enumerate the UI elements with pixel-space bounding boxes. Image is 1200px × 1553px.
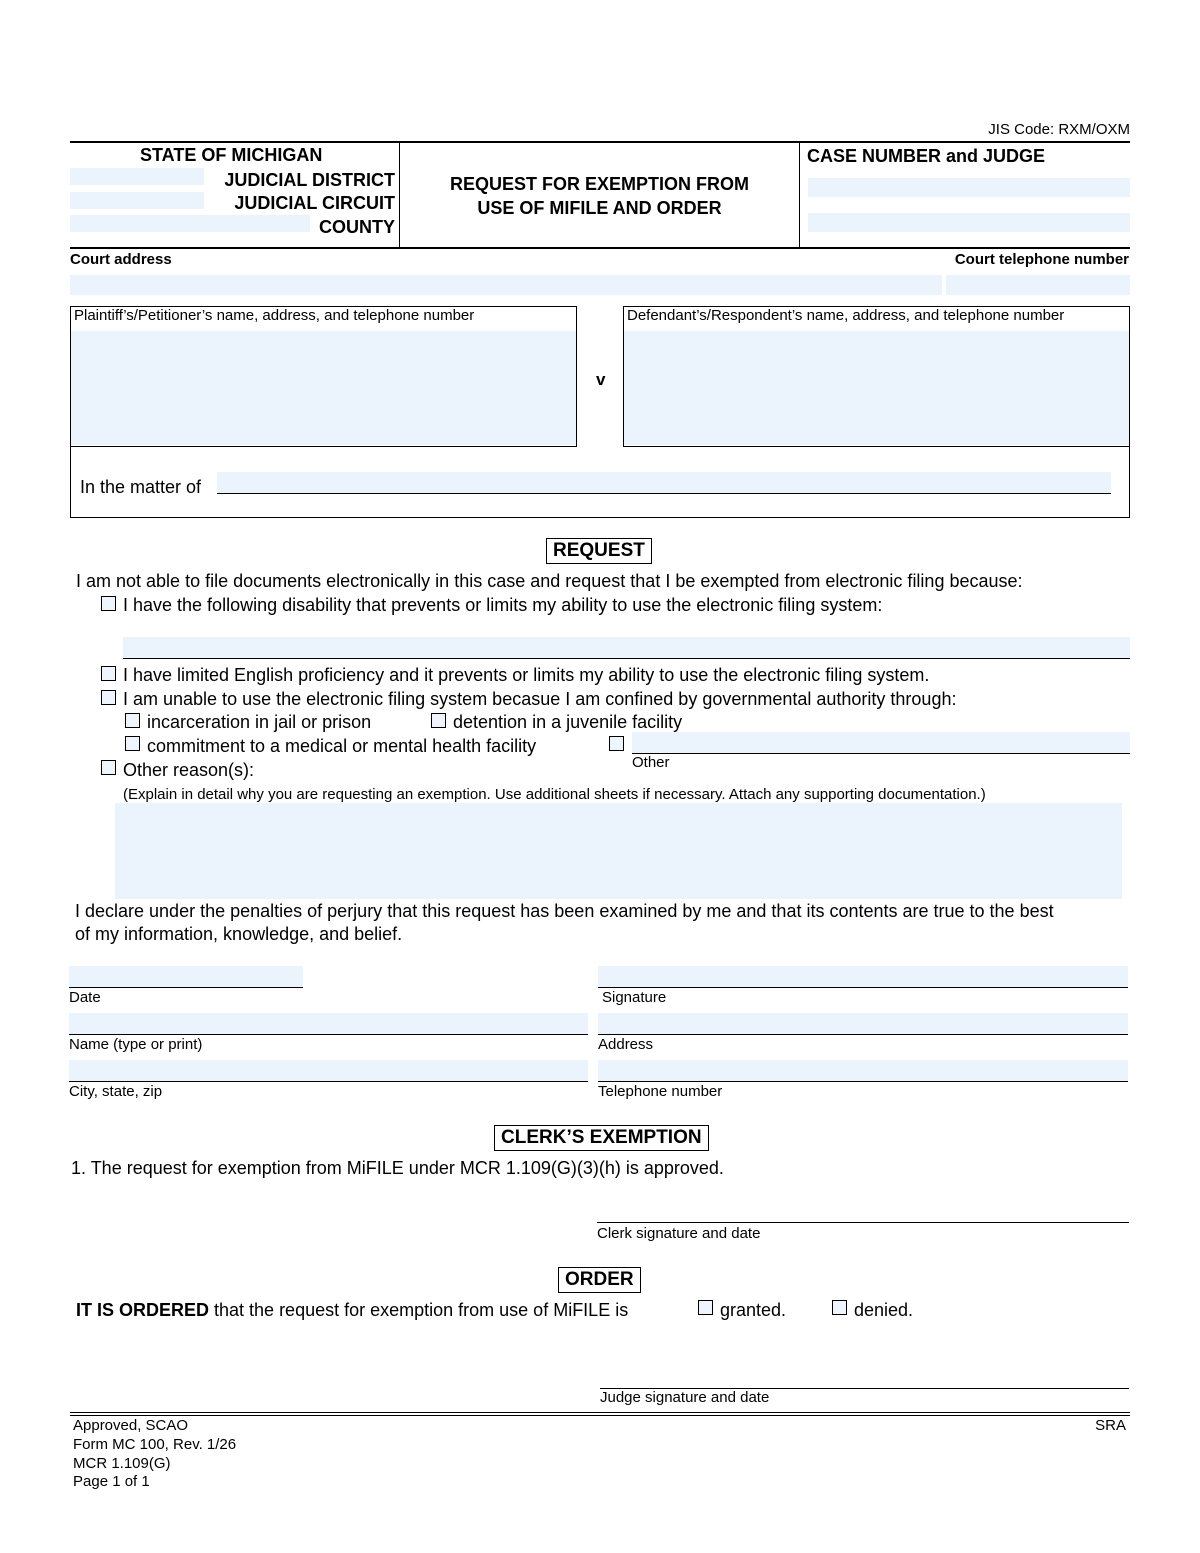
city-label: City, state, zip xyxy=(69,1083,163,1100)
signature-field[interactable] xyxy=(598,966,1128,988)
other-reasons-text: Other reason(s): xyxy=(123,760,255,780)
date-label: Date xyxy=(69,989,101,1006)
footer-page: Page 1 of 1 xyxy=(73,1473,150,1490)
declaration-line2: of my information, knowledge, and belief. xyxy=(75,924,403,944)
other-facility-checkbox[interactable] xyxy=(609,736,624,751)
other-facility-field[interactable] xyxy=(632,732,1130,754)
court-address-label: Court address xyxy=(70,251,172,268)
request-intro: I am not able to file documents electronically in this case and request that I be exempted from electronic filing because: xyxy=(76,571,1023,591)
other-facility-label: Other xyxy=(632,754,670,771)
commitment-checkbox[interactable] xyxy=(125,736,140,751)
header-top-rule xyxy=(70,141,1130,143)
request-heading: REQUEST xyxy=(546,538,652,564)
header-divider-right xyxy=(799,142,800,248)
footer-rule: MCR 1.109(G) xyxy=(73,1455,171,1472)
explain-instructions: (Explain in detail why you are requesting an exemption. Use additional sheets if necessary. Attach any supporting documentation.) xyxy=(123,786,986,803)
granted-label: granted. xyxy=(720,1300,787,1320)
telephone-label: Telephone number xyxy=(598,1083,723,1100)
defendant-label: Defendant’s/Respondent’s name, address, and telephone number xyxy=(627,307,1065,324)
other-reasons-checkbox[interactable] xyxy=(101,760,116,775)
telephone-field[interactable] xyxy=(598,1060,1128,1082)
circuit-field[interactable] xyxy=(70,192,204,209)
signature-label: Signature xyxy=(602,989,667,1006)
form-title-line2: USE OF MIFILE AND ORDER xyxy=(477,198,722,218)
district-field[interactable] xyxy=(70,168,204,185)
case-number-field[interactable] xyxy=(808,178,1130,197)
district-label: JUDICIAL DISTRICT xyxy=(224,170,395,190)
plaintiff-label: Plaintiff’s/Petitioner’s name, address, and telephone number xyxy=(74,307,475,324)
county-field[interactable] xyxy=(70,215,310,232)
order-text xyxy=(76,1300,628,1321)
footer-code: SRA xyxy=(1095,1417,1126,1434)
court-telephone-field[interactable] xyxy=(946,275,1130,295)
plaintiff-field[interactable] xyxy=(71,331,576,445)
order-heading: ORDER xyxy=(558,1267,641,1293)
juvenile-text: detention in a juvenile facility xyxy=(453,712,683,732)
order-bold: IT IS ORDERED xyxy=(76,1300,210,1320)
footer-form: Form MC 100, Rev. 1/26 xyxy=(73,1436,237,1453)
juvenile-checkbox[interactable] xyxy=(431,713,446,728)
address-label: Address xyxy=(598,1036,654,1053)
order-body: that the request for exemption from use of MiFILE is xyxy=(209,1300,629,1320)
versus-label: v xyxy=(596,370,606,389)
clerk-approved-text: 1. The request for exemption from MiFILE under MCR 1.109(G)(3)(h) is approved. xyxy=(71,1158,724,1178)
judge-field[interactable] xyxy=(808,213,1130,232)
english-checkbox[interactable] xyxy=(101,666,116,681)
header-divider-left xyxy=(399,142,400,248)
confined-checkbox[interactable] xyxy=(101,690,116,705)
disability-field[interactable] xyxy=(123,637,1130,659)
footer-rule-1 xyxy=(70,1412,1130,1413)
circuit-label: JUDICIAL CIRCUIT xyxy=(234,193,395,213)
county-label: COUNTY xyxy=(319,217,395,237)
incarceration-checkbox[interactable] xyxy=(125,713,140,728)
jis-code: JIS Code: RXM/OXM xyxy=(988,121,1130,138)
header-bottom-rule xyxy=(70,247,1130,249)
matter-label: In the matter of xyxy=(80,477,202,497)
explain-field[interactable] xyxy=(115,803,1122,899)
form-title-line1: REQUEST FOR EXEMPTION FROM xyxy=(449,174,749,194)
defendant-field[interactable] xyxy=(624,331,1129,445)
denied-checkbox[interactable] xyxy=(832,1300,847,1315)
city-field[interactable] xyxy=(69,1060,588,1082)
commitment-text: commitment to a medical or mental health facility xyxy=(147,736,537,756)
incarceration-text: incarceration in jail or prison xyxy=(147,712,372,732)
disability-checkbox[interactable] xyxy=(101,596,116,611)
judge-signature-label: Judge signature and date xyxy=(600,1389,770,1406)
footer-approved: Approved, SCAO xyxy=(73,1417,189,1434)
date-field[interactable] xyxy=(69,966,303,988)
matter-field[interactable] xyxy=(217,472,1111,494)
granted-checkbox[interactable] xyxy=(698,1300,713,1315)
clerk-heading: CLERK’S EXEMPTION xyxy=(494,1125,709,1151)
clerk-signature-label: Clerk signature and date xyxy=(597,1225,761,1242)
declaration-line1: I declare under the penalties of perjury that this request has been examined by me and that its contents are true to the best xyxy=(75,901,1054,921)
footer-rule-2 xyxy=(70,1415,1130,1416)
confined-text: I am unable to use the electronic filing system becasue I am confined by governmental authority through: xyxy=(123,689,957,709)
state-label: STATE OF MICHIGAN xyxy=(140,145,323,165)
clerk-signature-line[interactable] xyxy=(597,1222,1129,1223)
name-label: Name (type or print) xyxy=(69,1036,203,1053)
denied-label: denied. xyxy=(854,1300,914,1320)
address-field[interactable] xyxy=(598,1013,1128,1035)
court-address-field[interactable] xyxy=(70,275,942,295)
name-field[interactable] xyxy=(69,1013,588,1035)
case-number-label: CASE NUMBER and JUDGE xyxy=(807,146,1046,166)
court-telephone-label: Court telephone number xyxy=(954,251,1129,268)
disability-text: I have the following disability that prevents or limits my ability to use the electronic filing system: xyxy=(123,595,883,615)
english-text: I have limited English proficiency and it prevents or limits my ability to use the electronic filing system. xyxy=(123,665,930,685)
